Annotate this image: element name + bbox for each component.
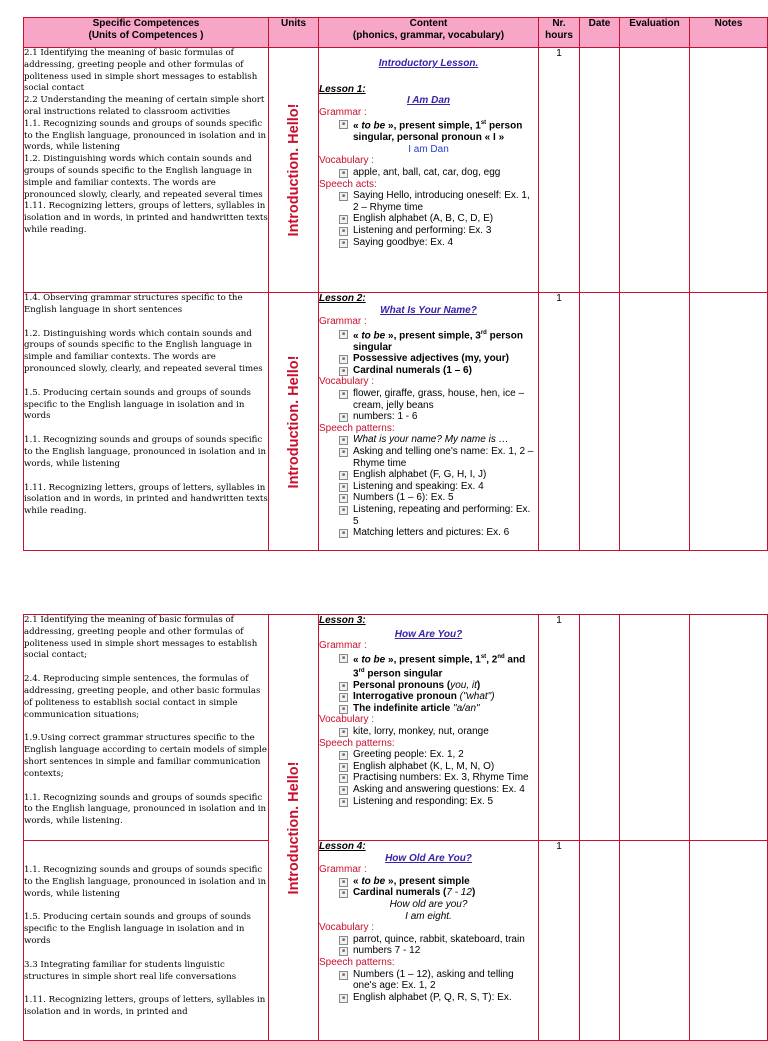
list-item: ■ Numbers (1 – 6): Ex. 5 (339, 492, 538, 504)
competence-item: 2.2 Understanding the meaning of certain simple short oral instructions related to classroom activities (24, 95, 265, 117)
list-item: ■ Asking and answering questions: Ex. 4 (339, 784, 538, 796)
competences-cell (24, 841, 269, 1041)
list-item: ■ « to be », present simple, 1st, 2nd and 3rd person singular (339, 652, 538, 680)
bullet-icon: ■ (339, 239, 348, 248)
bullet-icon: ■ (339, 506, 348, 515)
competence-item: 1.1. Recognizing sounds and groups of sounds specific to the English language, pronounced in isolation and in words, while listening (24, 118, 266, 153)
unit-cell (269, 615, 319, 1041)
bullet-icon: ■ (339, 330, 348, 339)
competence-item: 2.1 Identifying the meaning of basic formulas of addressing, greeting people and other formulas of politeness used in simple short messages to establish social contact (24, 48, 258, 94)
list-item: ■ Cardinal numerals (1 – 6) (339, 365, 538, 377)
lesson-title: How Old Are You? (385, 852, 472, 864)
vocabulary-label: Vocabulary : (319, 155, 375, 167)
bullet-icon: ■ (339, 436, 348, 445)
content-cell (319, 48, 539, 293)
competence-item: 1.2. Distinguishing words which contain sounds and groups of sounds specific to the English language in simple and familiar contexts. The words are pronounced slowly, clearly, and repeated several times (24, 154, 263, 200)
list-item: ■ « to be », present simple, 1st person singular, personal pronoun « I » (339, 118, 538, 144)
grammar-list (319, 652, 538, 715)
competence-item: 1.1. Recognizing sounds and groups of sounds specific to the English language, pronounced in isolation and in words, while listening (24, 435, 266, 469)
evaluation-cell[interactable] (620, 841, 690, 1041)
bullet-icon: ■ (339, 367, 348, 376)
competence-item: 1.11. Recognizing letters, groups of letters, syllables in isolation and in words, in printed and handwritten texts while reading. (24, 482, 268, 517)
bullet-icon: ■ (339, 936, 348, 945)
unit-label: Introduction. Hello! (285, 103, 302, 237)
header-units: Units (269, 18, 319, 48)
bullet-icon: ■ (339, 169, 348, 178)
list-item: ■ Listening and responding: Ex. 5 (339, 796, 538, 808)
table-header-row (24, 18, 768, 48)
vocabulary-label: Vocabulary : (319, 922, 375, 934)
bullet-icon: ■ (339, 878, 348, 887)
bullet-icon: ■ (339, 971, 348, 980)
bullet-icon: ■ (339, 413, 348, 422)
header-hours: Nr. hours (539, 18, 580, 48)
competence-item: 1.1. Recognizing sounds and groups of sounds specific to the English language, pronounced in isolation and in words, while listening. (24, 792, 266, 827)
evaluation-cell[interactable] (620, 615, 690, 841)
competence-item: 1.5. Producing certain sounds and groups of sounds specific to the English language in isolation and in words (24, 912, 251, 946)
list-item: ■ Greeting people: Ex. 1, 2 (339, 749, 538, 761)
bullet-icon: ■ (339, 751, 348, 760)
lesson-label: Lesson 2: (319, 293, 366, 304)
speech-patterns-label: Speech patterns: (319, 422, 395, 434)
lesson-title: What Is Your Name? (380, 304, 477, 316)
grammar-example: How old are you? (389, 898, 468, 910)
vocabulary-list (319, 726, 538, 738)
content-cell (319, 293, 539, 551)
grammar-example: I am Dan (408, 143, 449, 155)
unit-label: Introduction. Hello! (285, 355, 302, 488)
bullet-icon: ■ (339, 786, 348, 795)
list-item: ■ flower, giraffe, grass, house, hen, ice – cream, jelly beans (339, 388, 538, 411)
vocabulary-list (319, 934, 538, 957)
list-item: ■ English alphabet (P, Q, R, S, T): Ex. (339, 992, 538, 1004)
header-content: Content (phonics, grammar, vocabulary) (319, 18, 539, 48)
list-item: ■ What is your name? My name is … (339, 434, 538, 446)
notes-cell[interactable] (690, 615, 768, 841)
bullet-icon: ■ (339, 215, 348, 224)
list-item: ■ Listening and performing: Ex. 3 (339, 225, 538, 237)
list-item: ■ « to be », present simple (339, 876, 538, 888)
bullet-icon: ■ (339, 763, 348, 772)
list-item: ■ Saying goodbye: Ex. 4 (339, 237, 538, 249)
header-notes: Notes (690, 18, 768, 48)
list-item: ■ The indefinite article "a/an" (339, 703, 538, 715)
table-row (24, 615, 768, 841)
list-item: ■ numbers: 1 - 6 (339, 411, 538, 423)
list-item: ■ Asking and telling one's name: Ex. 1, 2 – Rhyme time (339, 446, 538, 469)
grammar-list (319, 876, 538, 899)
bullet-icon: ■ (339, 994, 348, 1003)
competence-item: 1.2. Distinguishing words which contain sounds and groups of sounds specific to the English language in simple and familiar contexts. The words are pronounced slowly, clearly, and repeated several times (24, 328, 263, 374)
table-row (24, 841, 768, 1041)
competence-item: 3.3 Integrating familiar for students linguistic structures in simple short real life conversations (24, 959, 237, 982)
bullet-icon: ■ (339, 889, 348, 898)
competences-cell (24, 48, 269, 293)
competences-cell (24, 615, 269, 841)
competences-cell (24, 293, 269, 551)
list-item: ■ English alphabet (K, L, M, N, O) (339, 761, 538, 773)
speech-acts-label: Speech acts: (319, 178, 377, 190)
list-item: ■ Saying Hello, introducing oneself: Ex. 1, 2 – Rhyme time (339, 190, 538, 213)
speech-patterns-list (319, 749, 538, 807)
bullet-icon: ■ (339, 192, 348, 201)
competence-item: 1.11. Recognizing letters, groups of letters, syllables in isolation and in words, in printed and handwritten texts while reading. (24, 201, 268, 235)
list-item: ■ apple, ant, ball, cat, car, dog, egg (339, 167, 538, 179)
competence-item: 1.4. Observing grammar structures specific to the English language in short sentences (24, 293, 243, 315)
speech-patterns-label: Speech patterns: (319, 737, 395, 749)
grammar-label: Grammar : (319, 106, 367, 118)
vocabulary-list (319, 167, 538, 179)
bullet-icon: ■ (339, 529, 348, 538)
notes-cell[interactable] (690, 48, 768, 293)
content-cell (319, 841, 539, 1041)
grammar-list (319, 118, 538, 144)
list-item: ■ Interrogative pronoun ("what") (339, 691, 538, 703)
bullet-icon: ■ (339, 120, 348, 129)
bullet-icon: ■ (339, 774, 348, 783)
bullet-icon: ■ (339, 705, 348, 714)
competence-item: 2.1 Identifying the meaning of basic formulas of addressing, greeting people and other formulas of politeness used in simple short messages to establish social contact; (24, 615, 258, 661)
bullet-icon: ■ (339, 494, 348, 503)
competence-item: 1.11. Recognizing letters, groups of letters, syllables in isolation and in words, in printed and (24, 995, 266, 1018)
hours-cell: 1 (539, 841, 580, 1041)
hours-cell: 1 (539, 48, 580, 293)
bullet-icon: ■ (339, 390, 348, 399)
vocabulary-label: Vocabulary : (319, 376, 375, 388)
competence-item: 1.9.Using correct grammar structures specific to the English language according to certain models of simple short sentences in simple and familiar communication contexts; (24, 733, 267, 779)
competence-item: 1.1. Recognizing sounds and groups of sounds specific to the English language, pronounced in isolation and in words, while listening (24, 865, 266, 899)
notes-cell[interactable] (690, 841, 768, 1041)
bullet-icon: ■ (339, 798, 348, 807)
header-date: Date (580, 18, 620, 48)
competence-item: 2.4. Reproducing simple sentences, the formulas of addressing, greeting people, and other basic formulas of politeness to establish social contact in simple communication situations; (24, 674, 261, 720)
competence-item: 1.5. Producing certain sounds and groups of sounds specific to the English language in isolation and in words (24, 387, 251, 422)
list-item: ■ parrot, quince, rabbit, skateboard, train (339, 934, 538, 946)
evaluation-cell[interactable] (620, 293, 690, 551)
content-cell (319, 615, 539, 841)
list-item: ■ Personal pronouns (you, it) (339, 680, 538, 692)
grammar-label: Grammar : (319, 864, 367, 876)
bullet-icon: ■ (339, 693, 348, 702)
list-item: ■ Practising numbers: Ex. 3, Rhyme Time (339, 772, 538, 784)
vocabulary-list (319, 388, 538, 423)
lesson-label: Lesson 1: (319, 83, 366, 95)
date-cell[interactable] (580, 615, 620, 841)
bullet-icon: ■ (339, 448, 348, 457)
bullet-icon: ■ (339, 483, 348, 492)
speech-acts-list (319, 190, 538, 248)
list-item: ■ Numbers (1 – 12), asking and telling one's age: Ex. 1, 2 (339, 969, 538, 992)
evaluation-cell[interactable] (620, 48, 690, 293)
speech-patterns-list (319, 434, 538, 538)
list-item: ■ Cardinal numerals (7 - 12) (339, 887, 538, 899)
list-item: ■ numbers 7 - 12 (339, 945, 538, 957)
unit-cell (269, 48, 319, 293)
lesson-plan-table-2 (23, 614, 768, 1041)
date-cell[interactable] (580, 841, 620, 1041)
unit-cell (269, 293, 319, 551)
bullet-icon: ■ (339, 947, 348, 956)
list-item: ■ kite, lorry, monkey, nut, orange (339, 726, 538, 738)
speech-patterns-list (319, 969, 538, 1004)
hours-cell: 1 (539, 615, 580, 841)
speech-patterns-label: Speech patterns: (319, 956, 395, 968)
lesson-title: I Am Dan (407, 95, 450, 107)
bullet-icon: ■ (339, 728, 348, 737)
lesson-plan-table-1 (23, 17, 768, 551)
lesson-label: Lesson 4: (319, 841, 366, 852)
grammar-example: I am eight. (405, 910, 452, 922)
grammar-list (319, 328, 538, 377)
lesson-label: Lesson 3: (319, 615, 366, 626)
list-item: ■ Possessive adjectives (my, your) (339, 353, 538, 365)
date-cell[interactable] (580, 293, 620, 551)
header-competences: Specific Competences (Units of Competences ) (24, 18, 269, 48)
bullet-icon: ■ (339, 227, 348, 236)
table-row (24, 293, 768, 551)
notes-cell[interactable] (690, 293, 768, 551)
bullet-icon: ■ (339, 682, 348, 691)
grammar-label: Grammar : (319, 640, 367, 652)
date-cell[interactable] (580, 48, 620, 293)
header-evaluation: Evaluation (620, 18, 690, 48)
list-item: ■ English alphabet (A, B, C, D, E) (339, 213, 538, 225)
grammar-label: Grammar : (319, 316, 367, 328)
unit-label: Introduction. Hello! (285, 761, 302, 894)
bullet-icon: ■ (339, 355, 348, 364)
table-row (24, 48, 768, 293)
bullet-icon: ■ (339, 654, 348, 663)
bullet-icon: ■ (339, 471, 348, 480)
introductory-lesson-title: Introductory Lesson. (378, 58, 479, 69)
list-item: ■ Matching letters and pictures: Ex. 6 (339, 527, 538, 539)
vocabulary-label: Vocabulary : (319, 714, 375, 726)
list-item: ■ English alphabet (F, G, H, I, J) (339, 469, 538, 481)
hours-cell: 1 (539, 293, 580, 551)
list-item: ■ Listening, repeating and performing: Ex. 5 (339, 504, 538, 527)
list-item: ■ Listening and speaking: Ex. 4 (339, 481, 538, 493)
lesson-title: How Are You? (394, 628, 463, 640)
list-item: ■ « to be », present simple, 3rd person singular (339, 328, 538, 354)
